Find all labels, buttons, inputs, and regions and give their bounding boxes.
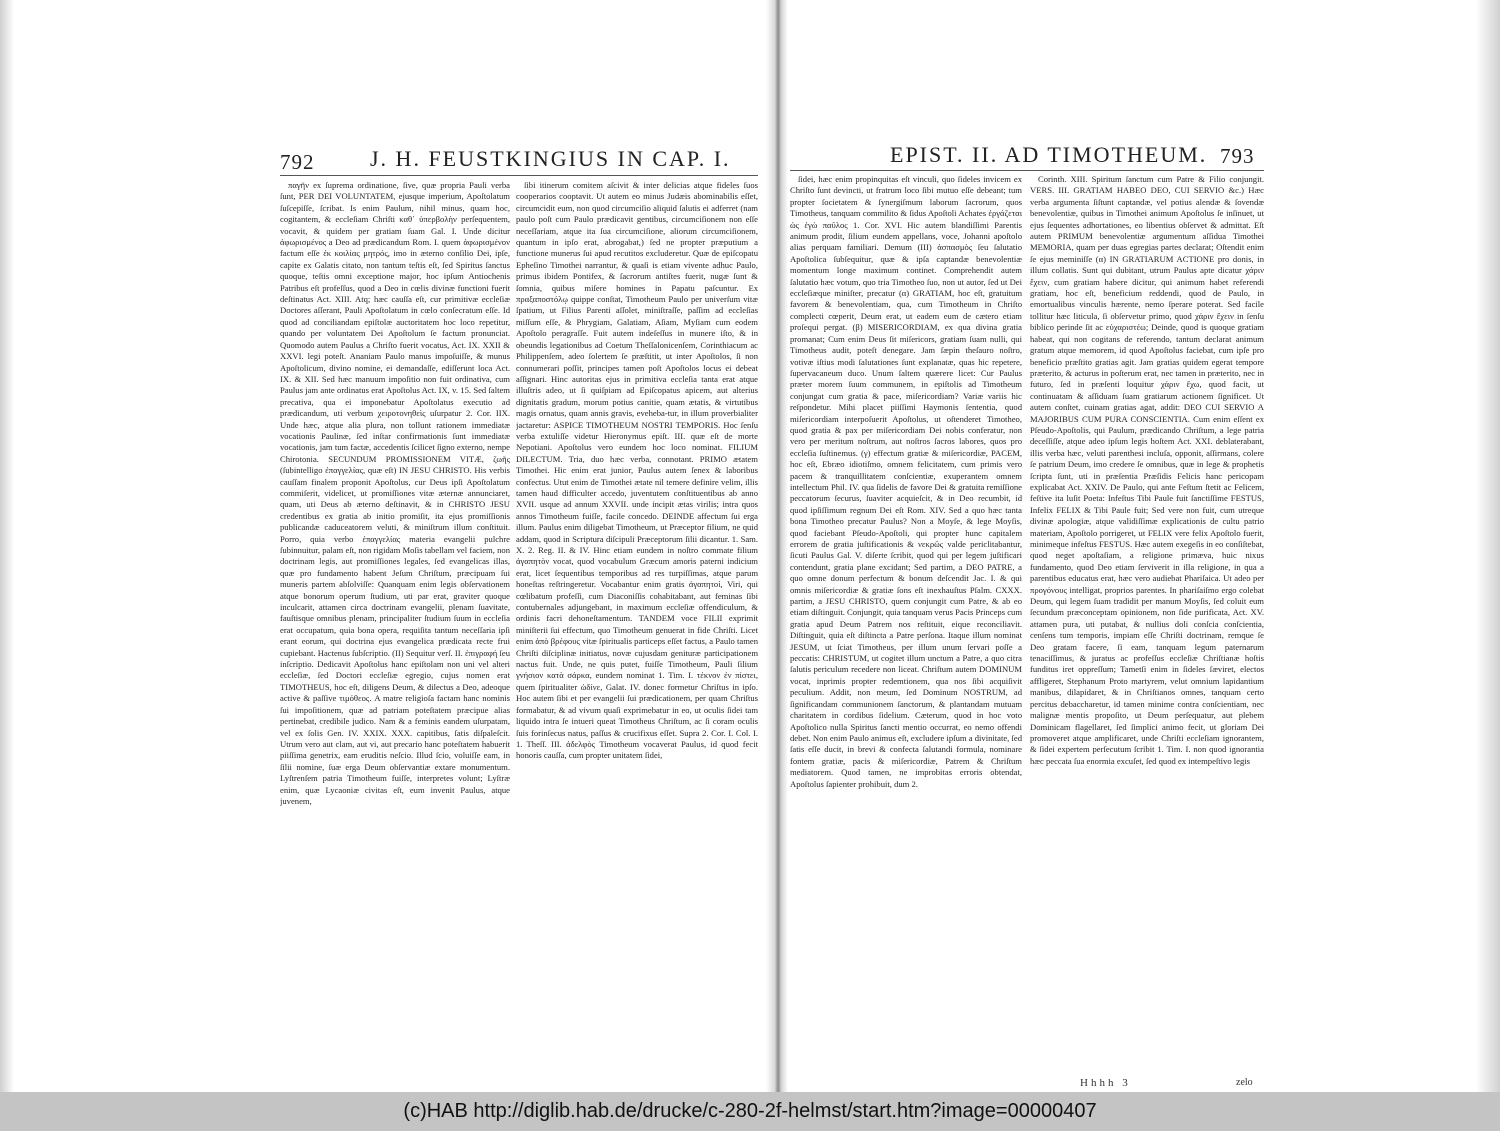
copyright-footer: [0, 1092, 1500, 1131]
left-head-rule: [280, 175, 758, 176]
left-column-2: [516, 180, 758, 1080]
book-gutter: [766, 0, 788, 1092]
catchword: zelo: [1236, 1077, 1253, 1088]
right-column-2-text: Corinth. XIII. Spiritum ſanctum cum Patre & Filio conjungit. VERS. III. GRATIAM HABEO DEO, CUI SERVIO &c.) Hæc verba argumenta ſiſtunt captandæ, vel potius alendæ & ſovendæ benevolentiæ, quibus in Timothei animum Apoſtolus ſe inſinuet, ut ejus ſequentes adhortationes, eo libentius obſervet & admittat. Eſt autem PRIMUM benevolentiæ argumentum aſſidua Timothei MEMORIA, quam per duas egregias partes declarat; Oſtendit enim ſe ejus meminiſſe (α) IN GRATIARUM ACTIONE pro donis, in illum collatis. Sunt qui dubitant, utrum Paulus apte dicatur χάριν ἔχειν, cum gratiam habere dicitur, qui animum habet referendi gratiam, hoc eſt, beneficium reddendi, quod de Paulo, in emortualibus vinculis hærente, nemo ſperare poterat. Sed facile tollitur hæc liticula, ſi obſervetur primo, quod χάριν ἔχειν in ſenſu biblico perinde ſit ac εὐχαριστέω; Deinde, quod is quoque gratiam habeat, qui non cogitans de referendo, tantum declarat animum gratum atque memorem, id quod Apoſtolus faciebat, cum ipſe pro beneficio præſtito gratias agit. Jam gratias quidem egerat tempore præterito, & acturus in poſterum erat, nec tamen in præterito, nec in futuro, ſed in præſenti loquitur χάριν ἔχω, quod facit, ut continuatam & aſſiduam ſuam gratiarum actionem ſignificet. Ut autem conſtet, cuinam gratias agat, addit: DEO CUI SERVIO A MAJORIBUS CUM PURA CONSCIENTIA. Cum enim eſſent ex Pſeudo-Apoſtolis, qui Paulum, prædicando Chriſtum, a lege patria deceſſiſſe, atque adeo ipſum legis hoſtem Act. XXI. deblaterabant, illis verba hæc, veluti parenthesi incluſa, opponit, aſſirmans, colere ſe patrium Deum, imo credere ſe omnibus, quæ in lege & prophetis ſcripta ſunt, uti in præſentia Præſidis Felicis hanc pericopam explicabat Act. XXIV. De Paulo, qui ante Feſtum ſtetit ac Felicem, feſtive ita luſit Poeta: Infeſtus Tibi Paule fuit ſanctiſſime FESTUS, Infelix FELIX & Tibi Paule fuit; Sed vere non fuit, cum utreque divinæ apologiæ, atque validiſſimæ explicationis de cultu patrio materiam, Apoſtolo porrigeret, ut FELIX vere felix Apoſtolo fuerit, minimeque infeſtus FESTUS. Hæc autem exegeſis in eo conſiſtebat, quod neget apoſtaſiam, a religione primæva, huic nixus fundamento, quod Deo etiam ſerviverit in illa religione, in qua a parentibus educatus erat, hæc vero audiebat Phariſaica. Ut adeo per προγόνους intelligat, proprios parentes. In phariſaiſmo ergo colebat Deum, qui legem ſuam tradidit per manum Moyſis, ſed coluit eum ſecundum præconceptam opinionem, non ſide purificata, Act. XV. attamen pura, uti putabat, & nullius doli conſcia conſcientia, cenſens tum temporis, impiam eſſe Chriſti doctrinam, remque ſe Deo gratam facere, ſi eam, tanquam legum paternarum tenaciſſimus, & juratus ac profeſſus eccleſiæ Chriſtianæ hoſtis funditus iret oppreſſum; Tametſi enim in ſideles ſæviret, electos affligeret, Stephanum Proto martyrem, velut omnium lapidantium manibus, dilapidaret, & in Chriſtianos omnes, tanquam certo percitus debaccharetur, id tamen minime contra conſcientiam, nec malignæ mentis propoſito, ut Deum perſequatur, aut plebem Dominicam flagellaret, ſed ſimplici animo fecit, ut gloriam Dei promoveret atque amplificaret, unde Chriſti eccleſiam ignorantem, & ſidei expertem perſecutum ſcribit 1. Tim. I. non quod ignorantia hæc peccata ſua enormia excuſet, ſed quod ex intempeſtivo legis: [1030, 174, 1264, 766]
right-page-edge: [1476, 0, 1500, 1092]
signature-mark: Hhhh 3: [1080, 1077, 1131, 1089]
left-column-1: [280, 180, 510, 1080]
right-column-1-text: ſidei, hæc enim propinquitas eſt vinculi, quo ſideles invicem ex Chriſto ſunt devincti, ut fratrum loco ſibi mutuo eſſe debeant; tum propter ſocietatem & ſynergiſmum laborum ſacrorum, quos Timotheus, tanquam commilito & ſidus Apoſtoli Achates ἐργάζεται ὡς ἐγὼ παῦλος 1. Cor. XVI. Hic autem blandiſſimi Parentis animum prodit, ſilium eundem appellans, voce, Johanni apoſtolo alias perquam familiari. Demum (III) ἀσπασμὸς ſeu ſalutatio Apoſtolica ſubſequitur, quæ & ipſa captandæ benevolentiæ momentum longe maximum continet. Comprehendit autem ſalutatio hæc votum, quo tria Timotheo ſuo, non ut autor, ſed ut Dei eccleſiæque miniſter, precatur (α) GRATIAM, hoc eſt, gratuitum favorem & benevolentiam, qua, cum Timotheum in Chriſto complecti cœperit, Deum erat, ut eadem eum de cætero etiam proſequi pergat. (β) MISERICORDIAM, ex qua divina gratia promanat; Cum enim Deus ſit miſericors, gratiam ſuam nulli, qui Timotheus audit, poteſt denegare. Jam ſæpin theſauro noſtro, votivæ iſtius modi ſalutationes ſunt explanatæ, quas hic repetere, ſupervacaneum duco. Unum ſaltem quærere licet: Cur Paulus præter morem ſuum communem, in epiſtolis ad Timotheum conjungat cum gratia & pace, miſericordiam? Variæ variis hic reſpondetur. Mihi placet piiſſimi Haymonis ſententia, quod miſericordiam interpoſuerit Apoſtolus, ut oſtenderet Timotheo, quod gratia & pax per miſericordiam Dei nobis conferatur, non vero per meritum noſtrum, aut noſtros ſacros labores, quos pro eccleſia ſuſtinemus. (γ) effectum gratiæ & miſericordiæ, PACEM, hoc eſt, Ebræo idiotiſmo, omnem felicitatem, cum primis vero pacem & tranquillitatem conſcientiæ, exuperantem omnem intellectum Phil. IV. qua ſidelis de favore Dei & gratuita remiſſione peccatorum ſecurus, ſuaviter acquieſcit, & in Deo recumbit, id quod ipſiſſimum regnum Dei eſt Rom. XIV. Sed a quo hæc tanta bona Timotheo precatur Paulus? Non a Moyſe, & lege Moyſis, quod faciebant Pſeudo-Apoſtoli, qui propter hunc capitalem errorem de gratia juſtificationis & νεκρῶς valde periclitabantur, ſicuti Paulus Gal. V. diſerte ſcribit, quod qui per legem juſtificari contendunt, gratia plane excidant; Sed partim, a DEO PATRE, a quo omne donum perfectum & bonum deſcendit Jac. I. & qui omnis miſericordiæ & gratiæ ſons eſt inexhauſtus Pſalm. CXXX. partim, a JESU CHRISTO, quem conjungit cum Patre, & ab eo etiam diſtinguit. Conjungit, quia tanquam verus Pacis Princeps cum gratia apud Deum Patrem nos reſtituit, eique reconciliavit. Diſtinguit, quia eſt diſtincta a Patre perſona. Itaque illum nominat JESUM, ut ſciat Timotheus, per illum unum ſervari poſſe a peccatis: CHRISTUM, ut cogitet illum unctum a Patre, a quo citra ſalutis periculum recedere non liceat. Chriſtum autem DOMINUM vocat, inprimis propter redemtionem, qua nos ſibi acquiſivit peculium. Addit, non meum, ſed Dominum NOSTRUM, ad ſignificandam communionem ſanctorum, & plantandam mutuam charitatem in cordibus ſidelium. Cæterum, quod in hoc voto Apoſtolico nulla Spiritus ſancti mentio occurrat, eo nemo offendi debet. Non enim Paulo animus eſt, excludere ipſum a divinitate, ſed ſatis eſſe ducit, in brevi & confecta ſalutandi formula, nominare fontem gratiæ, pacis & miſericordiæ, Patrem & Chriſtum mediatorem. Quod tamen, ne improbitas erroris obtendat, Apoſtolus ſapienter prohibuit, dum 2.: [790, 174, 1022, 789]
right-head-rule: [790, 170, 1264, 171]
left-page-edge: [0, 0, 14, 1092]
right-column-2: [1030, 174, 1264, 1072]
right-running-head: EPIST. II. AD TIMOTHEUM.: [890, 142, 1208, 167]
right-folio: 793: [1220, 144, 1255, 168]
left-column-2-text: ſibi itinerum comitem aſcivit & inter delicias atque fideles ſuos cooperarios cooptavit. Ut autem eo minus Judæis abominabilis eſſet, circumcidit eum, non quod circumciſio aliquid ſalutis ei adferret (nam paulo poſt cum Paulo prædicavit gentibus, circumciſionem non eſſe neceſſariam, atque ita ſua circumciſione, aliorum circumciſionem, quantum in ipſo erat, abrogabat,) ſed ne propter præputium a functione munerus ſui apud recutitos excluderetur. Quæ de epiſcopatu Epheſino Timothei narrantur, & quaſi is etiam vivente adhuc Paulo, primus ibidem Pontifex, & ſacrorum antiſtes fuerit, nugæ ſunt & ſomnia, quibus miſere homines in Papatu paſcuntur. Ex πραξαποστόλῳ quippe conſtat, Timotheum Paulo per univerſum vitæ ſpatium, ut Filius Parenti aſſolet, miniſtraſſe, paſſim ad eccleſias miſſum eſſe, & Phrygiam, Galatiam, Aſiam, Myſiam cum eodem Apoſtolo peragraſſe. Fuit autem indeſeſſus in munere iſto, & in obeundis legationibus ad Coetum Theſſalonicenſem, Corinthiacum ac Philippenſem, adeo ſolertem ſe præſtitit, ut inter Apoſtolos, ſi non connumerari poſſit, principes tamen poſt Apoſtolos locus ei debeat aſſignari. Hinc autoritas ejus in primitiva eccleſia tanta erat atque illuſtris adeo, ut ſi quiſpiam ad Epiſcopatus apicem, aut alterius dignitatis gradum, morum potius canitie, quam ætatis, & virtutibus magis ornatus, quam annis gravis, eveheba-tur, in illum proverbialiter jactaretur: ASPICE TIMOTHEUM NOSTRI TEMPORIS. Hoc ſenſu verba extuliſſe videtur Hieronymus epiſt. III. quæ eſt de morte Nepotiani. Apoſtolus vero eundem hoc loco nominat. FILIUM DILECTUM. Tria, duo hæc verba, connotant. PRIMO ætatem Timothei. Hic enim erat junior, Paulus autem ſenex & laboribus confectus. Utut enim de Timothei ætate nil temere definire velim, illis tamen haud difficulter accedo, juventutem conſtituentibus ab anno XVII. usque ad annum XXVII. unde incipit ætas virilis; intra quos annos Timotheum fuiſſe, facile concedo. DEINDE affectum ſui erga illum. Paulus enim diligebat Timotheum, ut Præceptor filium, ne quid addam, quod in Scriptura diſcipuli Præceptorum ſilii dicantur. 1. Sam. X. 2. Reg. II. & IV. Hinc etiam eundem in noſtro commate filium ἀγαπητὸν vocat, quod vocabulum Græcum amoris paterni indicium erat, licet ſequentibus temporibus ad res turpiſſimas, atque parum honeſtas reſtringeretur. Vocabantur enim gratis ἀγαπητοί, Viri, qui cœlibatum profeſſi, cum Diaconiſſis cohabitabant, aut feminas ſibi contubernales adjungebant, in maximum eccleſiæ offendiculum, & ordinis facri dehoneſtamentum. TANDEM voce FILII exprimit miniſterii ſui effectum, quo Timotheum genuerat in fide Chriſti. Licet enim ἀπὸ βρέφους vitæ ſpiritualis particeps eſſet factus, a Paulo tamen Chriſti diſciplinæ initiatus, novæ cujusdam genituræ participationem nactus fuit. Unde, ne quis putet, fuiſſe Timotheum, Pauli ſilium γνήσιον κατὰ σάρκα, eundem nominat 1. Tim. I. τέκνον ἐν πίστει, quem ſpiritualiter ὠδίνε, Galat. IV. donec formetur Chriſtus in ipſo. Hoc autem ſibi et per evangelii ſui prædicationem, per quam Chriſtus formabatur, & ad vivum quaſi exprimebatur in eo, ut oculis ſidei tam liquido intra ſe intueri queat Timotheus Chriſtum, ac ſi coram oculis ſuis forinſecus natus, paſſus & crucifixus eſſet. Supra 2. Cor. I. Col. I. 1. Theſſ. III. ἀδελφὸς Timotheum vocaverat Paulus, id quod fecit honoris cauſſa, cum propter unitatem ſidei,: [516, 180, 758, 761]
left-running-head: J. H. FEUSTKINGIUS IN CAP. I.: [370, 146, 731, 171]
footer-url-text: (c)HAB http://diglib.hab.de/drucke/c-280-2f-helmst/start.htm?image=00000407: [403, 1100, 1097, 1122]
right-column-1: [790, 174, 1022, 1062]
left-column-1-text: παγῆν ex ſuprema ordinatione, ſive, quæ propria Pauli verba ſunt, PER DEI VOLUNTATEM, ejusque imperium, Apoſtolatum ſuſcepiſſe, ſcribat. Is enim Paulum, nihil minus, quam hoc, cogitantem, & eccleſiam Chriſti καθ᾽ ὑπερβολὴν perſequentem, vocavit, & quidem per gratiam ſuam Gal. I. Unde dicitur ἀφωρισμένος a Deo ad prædicandum Rom. I. quem ἀφωρισμένον factum eſſe ἐκ κοιλίας μητρός, imo in æterno conſilio Dei, ipſe, capite ex Galatis citato, non tantum teſtis eſt, ſed Spiritus ſanctus quoque, teſtis omni exceptione major, hoc ipſum Antiochenis Patribus eſt profeſſus, quod a Deo in cœlis divinæ functioni fuerit deſtinatus Act. XIII. Atq; hæc cauſſa eſt, cur primitivæ eccleſiæ Doctores aſſerant, Pauli Apoſtolatum in cœlo conſecratum eſſe. Id quod ad conciliandam epiſtolæ auctoritatem hoc loco repetitur, quando per voluntatem Dei Apoſtolum ſe factum pronunciat. Quomodo autem Paulus a Chriſto fuerit vocatus, Act. IX. XXII & XXVI. legi poteſt. Ananiam Paulo manus impoſuiſſe, & munus Apoſtolicum, divino nomine, ei demandaſſe, ediſſerunt loca Act. IX. & XII. Sed hæc manuum impoſitio non fuit ordinativa, cum Paulus jam ante ordinatus erat Apoſtolus Act. IX, v. 15. Sed ſaltem precativa, qua ei imponebatur Apoſtolatus executio ad prædicandum, uti verbum χειροτονηθεὶς uſurpatur 2. Cor. IIX. Unde hæc, atque alia plura, non tollunt rationem immediatæ vocationis Paulinæ, ſed inſtar confirmationis ſunt immediatæ vocationis, jam tum factæ, accedentis ſcilicet ſigno externo, nempe Chirotonia. SECUNDUM PROMISSIONEM VITÆ, ζωῆς (ſubintelligo ἐπαγγελίας, quæ eſt) IN JESU CHRISTO. His verbis cauſſam finalem proponit Apoſtolus, cur Deus ipſi Apoſtolatum commiſerit, videlicet, ut promiſſiones vitæ æternæ annunciaret, quam, uti Deus ab æterno deſtinavit, & in CHRISTO JESU credentibus ex gratia ab initio promiſit, ita ejus promiſſionis publicandæ caduceatorem veluti, & miniſtrum illum conſtituit. Porro, quia verbo ἐπαγγελίας materia evangelii pulchre ſubinnuitur, palam eſt, non rigidam Moſis tabellam vel faciem, non doctrinam legis, aut promiſſiones legales, ſed evangelicas illas, quæ pro fundamento habent Jeſum Chriſtum, præcipuam ſui muneris partem abſolviſſe: Quanquam enim legis obſervationem atque bonorum operum ſtudium, uti par erat, graviter quoque inculcarit, attamen circa doctrinam evangelii, plenam ſuavitate, fauſtisque omnibus plenam, principaliter ſtudium ſuum in eccleſia erat occupatum, quia bona opera, requiſita tantum neceſſaria ipſi erant eorum, qui doctrina ejus evangelica prædicata recte frui cupiebant. Hactenus ſubſcriptio. (II) Sequitur verſ. II. ἐπιγραφή ſeu inſcriptio. Dedicavit Apoſtolus hanc epiſtolam non uni vel alteri eccleſiæ, ſed Doctori eccleſiæ egregio, cujus nomen erat TIMOTHEUS, hoc eſt, diligens Deum, & dilectus a Deo, adeoque active & paſſive τιμόθεος. A matre religioſa factam hanc nominis ſui impoſitionem, quæ ad patriam poteſtatem præcipue alias pertinebat, credibile judico. Nam & a feminis eandem uſurpatam, vel ex ſolis Gen. IV. XXIX. XXX. capitibus, ſatis diſpaleſcit. Utrum vero aut clam, aut vi, aut precario hanc poteſtatem habuerit piiſſima genetrix, eam eruditis neſcio. Illud ſcio, voluiſſe eam, in ſilii nomine, ſuæ erga Deum obſervantiæ extare monumentum. Lyſtrenſem patria Timotheum fuiſſe, interpretes volunt; Lyſtræ enim, quæ Lycaoniæ civitas eſt, eum invenit Paulus, atque juvenem,: [280, 180, 510, 806]
left-folio: 792: [280, 150, 315, 174]
